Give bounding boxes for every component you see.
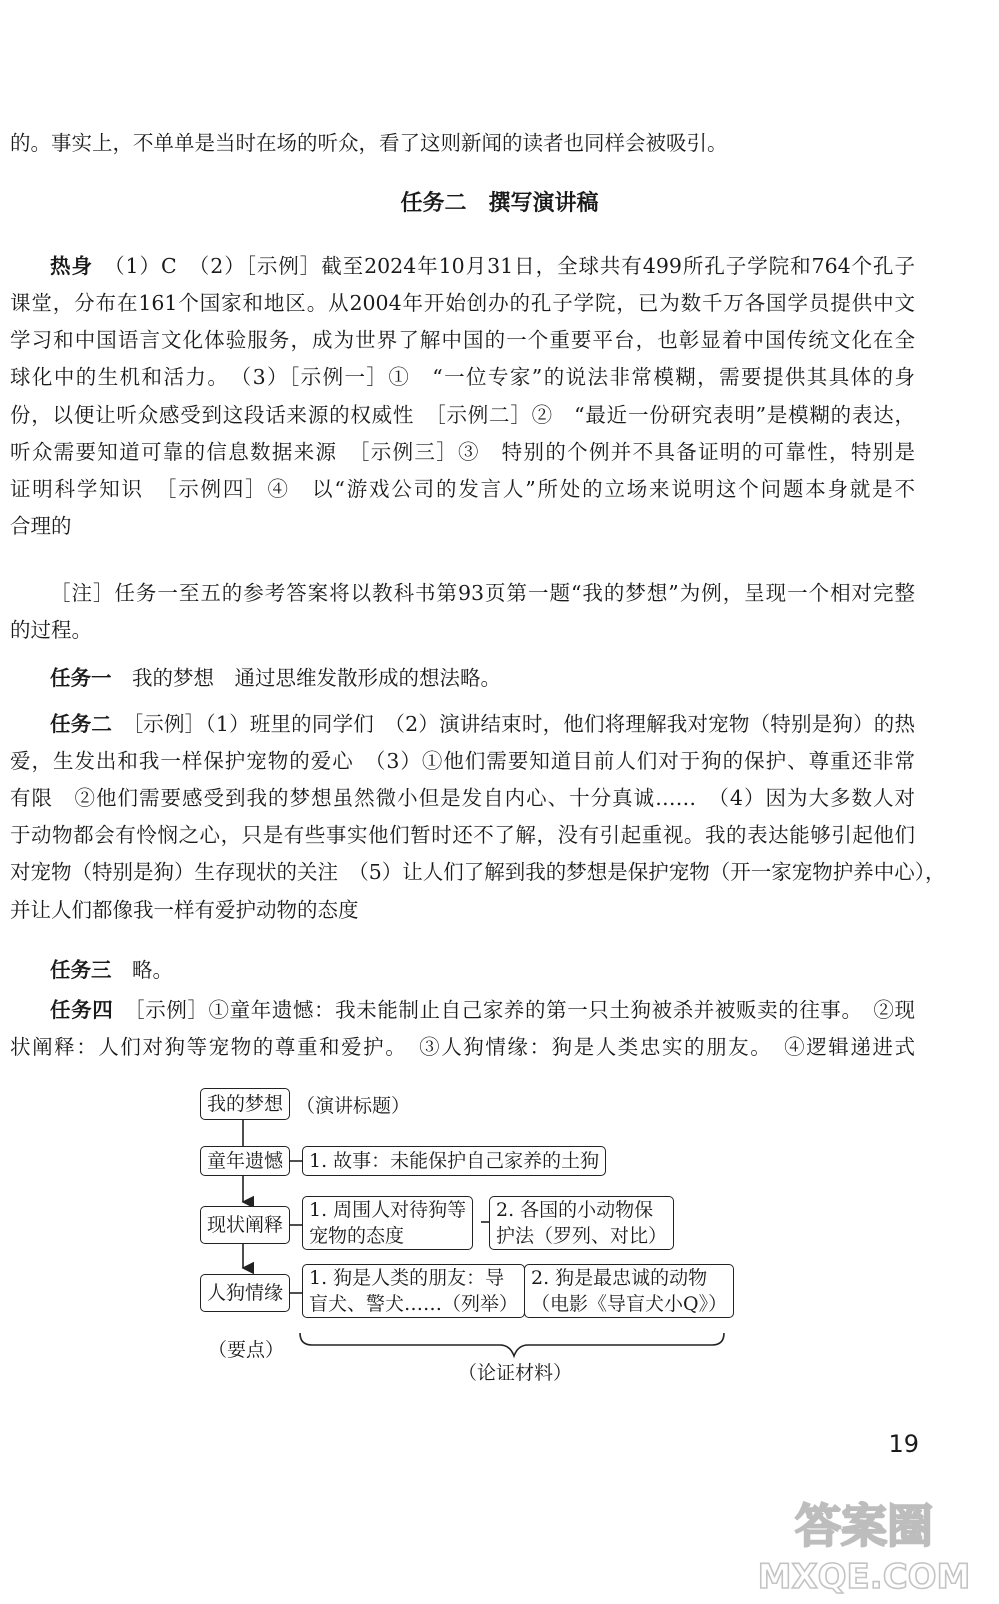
text-span: ［示例］①童年遗憾：我未能制止自己家养的第一只土狗被杀并被贩卖的往事。 ②现 [134,998,916,1022]
task4-label: 任务四 [50,998,114,1022]
material-line: 1. 狗是人类的朋友：导 [309,1267,505,1289]
watermark-text: 答案圈 [795,1499,933,1553]
material-box [302,1264,525,1318]
material-line: 2. 狗是最忠诚的动物 [531,1267,708,1289]
text-line: 课堂，分布在161个国家和地区。从2004年开始创办的孔子学院，已为数千万各国学员提供中文 [10,291,915,315]
text-line: 学习和中国语言文化体验服务，成为世界了解中国的一个重要平台，也彰显着中国传统文化在全 [10,328,915,352]
section-title: 任务二 撰写演讲稿 [400,191,599,216]
material-line: （电影《导盲犬小Q》） [531,1293,728,1315]
text-line: 听众需要知道可靠的信息数据来源 ［示例三］③ 特别的个例并不具备证明的可靠性，特别是 [10,440,915,464]
text-span: 我的梦想 通过思维发散形成的想法略。 [132,666,501,690]
text-line: 爱，生发出和我一样保护宠物的爱心 （3）①他们需要知道目前人们对于狗的保护、尊重还非常 [10,749,915,773]
text-line: 份，以便让听众感受到这段话来源的权威性 ［示例二］② “最近一份研究表明”是模糊的表达， [10,403,915,427]
watermark-url: MXQE.COM [759,1557,969,1597]
page-number: 19 [888,1430,919,1458]
text-span: 略。 [132,958,173,982]
task2-label: 任务二 [50,712,113,736]
text-span: ［示例］（1）班里的同学们 （2）演讲结束时，他们将理解我对宠物（特别是狗）的热 [132,712,915,736]
point-box-bond: 人狗情缘 [200,1274,290,1312]
text-line: 证明科学知识 ［示例四］④ 以“游戏公司的发言人”所处的立场来说明这个问题本身就是不 [10,477,915,501]
points-label: （要点） [208,1339,285,1361]
watermark-logo [759,1490,969,1600]
text-span: （1）C （2）［示例］截至2024年10月31日，全球共有499所孔子学院和764个孔子 [114,254,916,278]
material-box: 1. 故事：未能保护自己家养的土狗 [302,1146,606,1176]
warmup-label: 热身 [50,254,93,278]
task3-label: 任务三 [50,958,112,982]
material-line: 宠物的态度 [309,1225,405,1247]
text-line: 的过程。 [10,618,92,642]
material-box [489,1196,674,1250]
text-line: 于动物都会有怜悯之心，只是有些事实他们暂时还不了解，没有引起重视。我的表达能够引起他们 [10,823,915,847]
text-line: 对宠物（特别是狗）生存现状的关注 （5）让人们了解到我的梦想是保护宠物（开一家宠物护养中心）， [10,860,946,884]
text-line: 的。事实上，不单单是当时在场的听众，看了这则新闻的读者也同样会被吸引。 [10,131,728,155]
material-box [302,1196,473,1250]
diagram-title-box: 我的梦想 [200,1088,290,1120]
material-line: 盲犬、警犬……（列举） [309,1293,519,1315]
text-line: 并让人们都像我一样有爱护动物的态度 [10,898,359,922]
task1-label: 任务一 [50,666,112,690]
text-line: 状阐释：人们对狗等宠物的尊重和爱护。 ③人狗情缘：狗是人类忠实的朋友。 ④逻辑递进式 [10,1035,915,1059]
point-box-status: 现状阐释 [200,1206,290,1244]
text-line: 球化中的生机和活力。 （3）［示例一］① “一位专家”的说法非常模糊，需要提供其具体的身 [10,365,915,389]
material-line: 2. 各国的小动物保 [496,1199,654,1221]
brace [300,1333,724,1356]
text-line: 有限 ②他们需要感受到我的梦想虽然微小但是发自内心、十分真诚…… （4）因为大多数人对 [10,786,915,810]
point-box-childhood: 童年遗憾 [200,1146,290,1176]
text-line: ［注］任务一至五的参考答案将以教科书第93页第一题“我的梦想”为例，呈现一个相对完整 [50,581,915,605]
material-line: 护法（罗列、对比） [496,1225,668,1247]
material-box [524,1264,734,1318]
diagram-title-note: （演讲标题） [296,1095,411,1117]
material-line: 1. 周围人对待狗等 [309,1199,467,1221]
materials-label: （论证材料） [458,1362,573,1384]
text-line: 合理的 [10,514,72,538]
